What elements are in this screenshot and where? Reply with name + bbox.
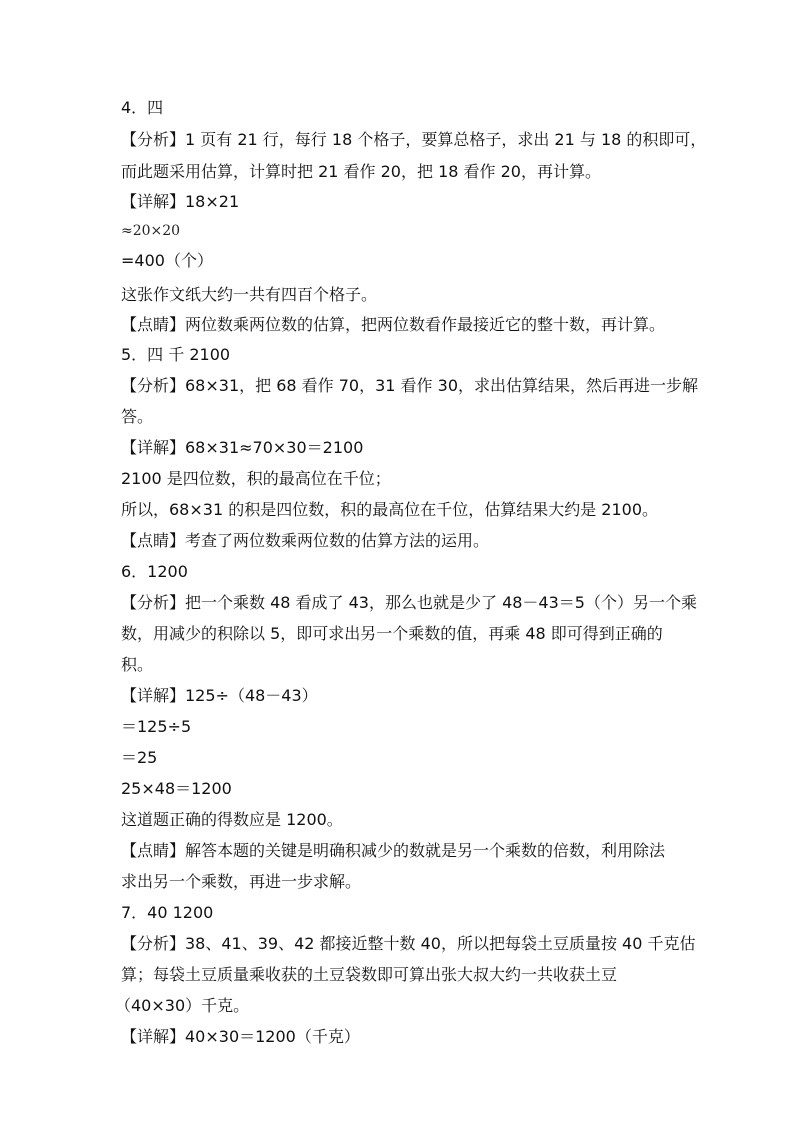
detail-7-line-1: 【详解】40×30＝1200（千克） bbox=[121, 1027, 360, 1046]
detail-5-line-1: 【详解】68×31≈70×30＝2100 bbox=[121, 438, 364, 457]
detail-6-line-2: ＝125÷5 bbox=[121, 717, 192, 736]
note-6-line-1: 【点睛】解答本题的关键是明确积减少的数就是另一个乘数的倍数，利用除法 bbox=[121, 841, 666, 860]
note-4: 【点睛】两位数乘两位数的估算，把两位数看作最接近它的整十数，再计算。 bbox=[121, 315, 666, 334]
analysis-7-line-1: 【分析】38、41、39、42 都接近整十数 40，所以把每袋土豆质量按 40 千克估 bbox=[121, 934, 696, 953]
detail-4-line-1-text: 【详解】18×21 bbox=[121, 192, 240, 211]
detail-5-line-2: 2100 是四位数，积的最高位在千位； bbox=[121, 469, 391, 488]
analysis-6-line-3: 积。 bbox=[121, 655, 154, 674]
detail-4-line-1 bbox=[121, 191, 239, 213]
detail-6-line-3: ＝25 bbox=[121, 748, 158, 767]
detail-4-line-2: ≈20×20 bbox=[121, 223, 181, 239]
note-6-line-2: 求出另一个乘数，再进一步求解。 bbox=[121, 872, 362, 891]
analysis-6-line-1: 【分析】把一个乘数 48 看成了 43，那么也就是少了 48－43＝5（个）另一个乘 bbox=[121, 593, 697, 612]
analysis-5-line-1: 【分析】68×31，把 68 看作 70，31 看作 30，求出估算结果，然后再进一步解 bbox=[121, 376, 698, 395]
question-7-answer: 7．40 1200 bbox=[121, 903, 214, 922]
detail-4-line-3: =400（个） bbox=[121, 251, 213, 270]
analysis-7-line-3: （40×30）千克。 bbox=[115, 996, 250, 1015]
detail-6-line-4: 25×48＝1200 bbox=[121, 779, 232, 798]
note-5: 【点睛】考查了两位数乘两位数的估算方法的运用。 bbox=[121, 531, 490, 550]
detail-5-line-3: 所以，68×31 的积是四位数，积的最高位在千位，估算结果大约是 2100。 bbox=[121, 500, 659, 519]
conclusion-4: 这张作文纸大约一共有四百个格子。 bbox=[121, 285, 378, 304]
analysis-6-line-2: 数，用减少的积除以 5，即可求出另一个乘数的值，再乘 48 即可得到正确的 bbox=[121, 624, 663, 643]
analysis-5-line-2: 答。 bbox=[121, 407, 154, 426]
conclusion-6: 这道题正确的得数应是 1200。 bbox=[121, 810, 343, 829]
question-6-answer: 6．1200 bbox=[121, 562, 188, 581]
question-4-answer: 4．四 bbox=[121, 98, 164, 117]
analysis-4-line-1: 【分析】1 页有 21 行，每行 18 个格子，要算总格子，求出 21 与 18 的积即可， bbox=[121, 130, 707, 149]
analysis-4-line-2: 而此题采用估算，计算时把 21 看作 20，把 18 看作 20，再计算。 bbox=[121, 162, 601, 181]
question-5-answer: 5．四 千 2100 bbox=[121, 345, 231, 364]
detail-6-line-1: 【详解】125÷（48－43） bbox=[121, 686, 318, 705]
analysis-7-line-2: 算；每袋土豆质量乘收获的土豆袋数即可算出张大叔大约一共收获土豆 bbox=[121, 965, 618, 984]
